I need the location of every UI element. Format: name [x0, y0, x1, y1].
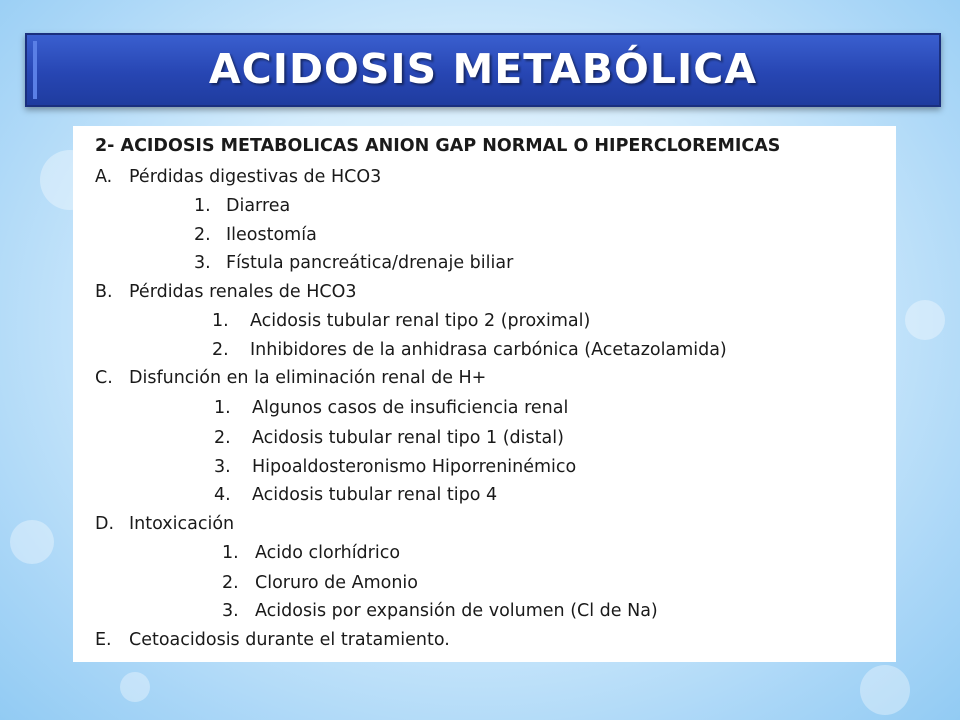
background-bokeh: [10, 520, 54, 564]
title-bar: [25, 33, 941, 107]
section-label: Disfunción en la eliminación renal de H+: [129, 368, 487, 388]
section-label: Intoxicación: [129, 514, 235, 534]
list-item: [214, 397, 568, 419]
list-item: [212, 339, 727, 361]
item-marker: 1.: [214, 398, 231, 418]
list-item: [214, 456, 576, 478]
background-bokeh: [905, 300, 945, 340]
section-marker: C.: [95, 368, 113, 388]
section-marker: E.: [95, 630, 112, 650]
list-item: [212, 310, 590, 332]
list-item: [222, 600, 658, 622]
section-marker: D.: [95, 514, 115, 534]
slide-title: ACIDOSIS METABÓLICA: [208, 45, 758, 93]
section-a: [95, 166, 381, 188]
list-item: [214, 427, 564, 449]
item-label: Acidosis tubular renal tipo 4: [252, 485, 498, 505]
section-label: Pérdidas renales de HCO3: [129, 282, 357, 302]
content-heading: 2- ACIDOSIS METABOLICAS ANION GAP NORMAL O HIPERCLOREMICAS: [95, 136, 781, 156]
list-item: [222, 572, 418, 594]
item-marker: 2.: [194, 225, 211, 245]
content-panel: [73, 126, 896, 662]
item-label: Algunos casos de insuficiencia renal: [252, 398, 569, 418]
section-marker: B.: [95, 282, 113, 302]
item-marker: 2.: [212, 340, 229, 360]
list-item: [194, 195, 290, 217]
section-e: [95, 629, 450, 651]
background-bokeh: [860, 665, 910, 715]
item-marker: 4.: [214, 485, 231, 505]
item-label: Acidosis tubular renal tipo 2 (proximal): [250, 311, 591, 331]
item-marker: 1.: [194, 196, 211, 216]
item-label: Hipoaldosteronismo Hiporreninémico: [252, 457, 577, 477]
item-label: Inhibidores de la anhidrasa carbónica (Acetazolamida): [250, 340, 727, 360]
item-marker: 2.: [214, 428, 231, 448]
background-bokeh: [120, 672, 150, 702]
list-item: [194, 224, 317, 246]
item-marker: 2.: [222, 573, 239, 593]
item-label: Acidosis tubular renal tipo 1 (distal): [252, 428, 564, 448]
item-marker: 3.: [194, 253, 211, 273]
item-label: Acido clorhídrico: [255, 543, 401, 563]
item-marker: 3.: [222, 601, 239, 621]
item-marker: 1.: [212, 311, 229, 331]
list-item: [194, 252, 513, 274]
list-item: [222, 542, 400, 564]
list-item: [214, 484, 497, 506]
item-label: Diarrea: [226, 196, 291, 216]
section-label: Cetoacidosis durante el tratamiento.: [129, 630, 450, 650]
item-marker: 3.: [214, 457, 231, 477]
section-d: [95, 513, 234, 535]
section-label: Pérdidas digestivas de HCO3: [129, 167, 382, 187]
section-b: [95, 281, 357, 303]
item-marker: 1.: [222, 543, 239, 563]
section-marker: A.: [95, 167, 113, 187]
item-label: Cloruro de Amonio: [255, 573, 418, 593]
section-c: [95, 367, 486, 389]
item-label: Acidosis por expansión de volumen (Cl de Na): [255, 601, 658, 621]
item-label: Fístula pancreática/drenaje biliar: [226, 253, 514, 273]
item-label: Ileostomía: [226, 225, 317, 245]
